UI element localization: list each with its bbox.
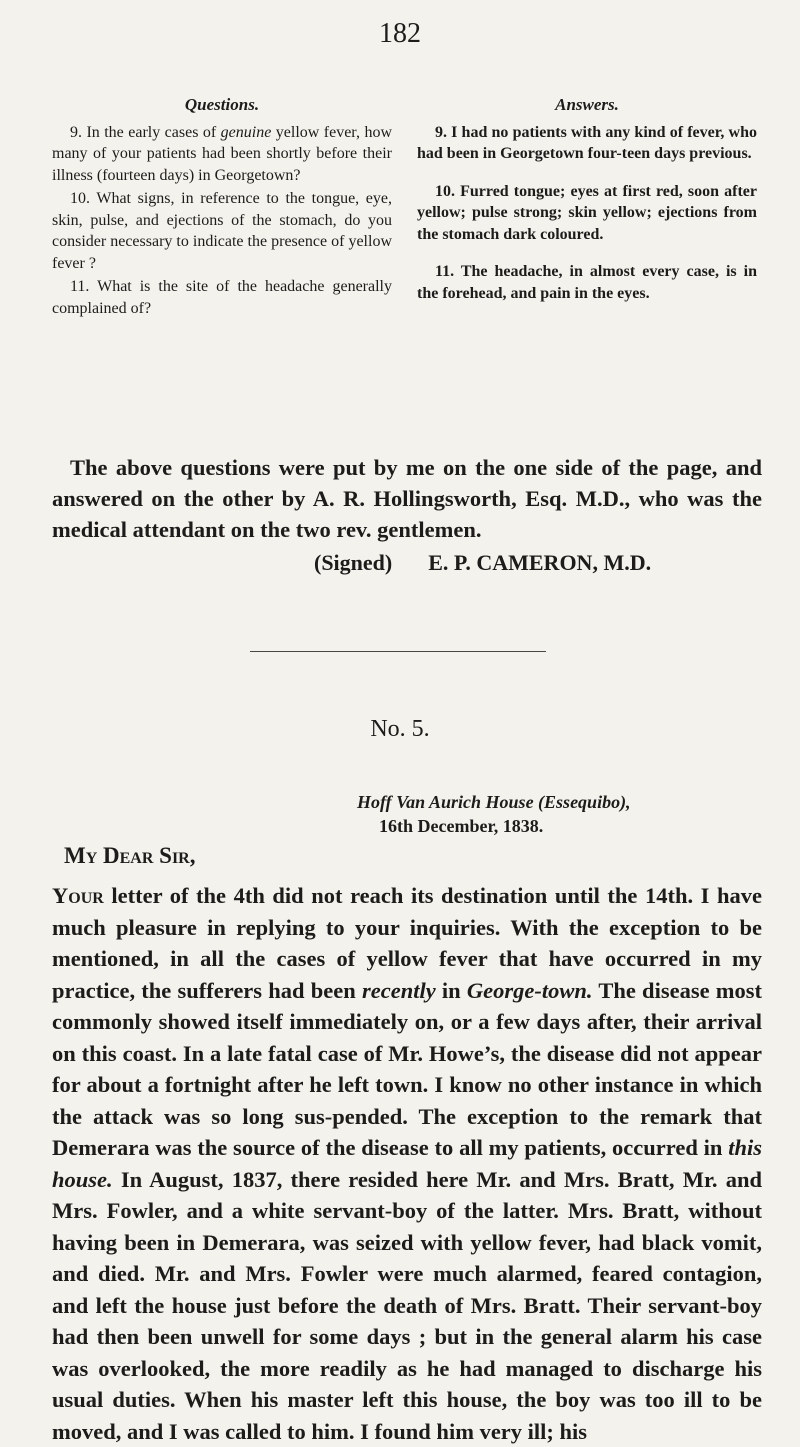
questions-column — [52, 94, 392, 321]
letter-emphasis-1: recently — [361, 977, 436, 1003]
question-10: 10. What signs, in reference to the tongue, eye, skin, pulse, and ejections of the stomach, do you consider necessary to indicate the presence of yellow fever ? — [52, 190, 392, 272]
questions-heading: Questions. — [184, 95, 260, 114]
signed-label: (Signed) — [314, 550, 393, 575]
signature-line — [52, 547, 762, 578]
address-line — [357, 790, 777, 814]
letter-text-3: The disease most commonly showed itself immediately on, or a few days after, their arrival on this coast. In a late fatal case of Mr. Howe’s, the disease did not appear for about a fortnight after he left town. I know no other instance in which the attack was so long sus-pended. The exception to the remark that Demerara was the source of the disease to all my patients, occurred in — [52, 977, 763, 1160]
letter-emphasis-3: this house. — [52, 1135, 762, 1192]
summary-paragraph: The above questions were put by me on the one side of the page, and answered on the other by A. R. Hollingsworth, Esq. M.D., who was the medical attendant on the two rev. gentlemen. — [52, 455, 762, 542]
address-place: Van Aurich House (Essequibo), — [391, 792, 631, 812]
letter-text-4: In August, 1837, there resided here Mr. and Mrs. Bratt, Mr. and Mrs. Fowler, and a white servant-boy of the latter. Mrs. Bratt, without having been in Demerara, was seized with yellow fever, had black vomit, and died. Mr. and Mrs. Fowler were much alarmed, feared contagion, and left the house just before the death of Mrs. Bratt. Their servant-boy had then been unwell for some days ; but in the general alarm his case was overlooked, the more readily as he had managed to discharge his usual duties. When his master left this house, the boy was too ill to be moved, and I was called to him. I found him very ill; his — [52, 1166, 762, 1444]
answer-10: 10. Furred tongue; eyes at first red, soon after yellow; pulse strong; skin yellow; ejections from the stomach dark coloured. — [417, 182, 757, 243]
signature-name: E. P. CAMERON, M.D. — [428, 550, 652, 575]
summary-section — [52, 452, 762, 578]
letter-number: No. 5. — [370, 716, 430, 742]
letter-emphasis-2: George-town. — [466, 977, 593, 1003]
letter-text-1: letter of the 4th did not reach its destination until the 14th. I have much pleasure in replying to your inquiries. With the exception to be mentioned, in all the cases of yellow fever that have occurred in my practice, the sufferers had been — [52, 883, 762, 1003]
answer-9: 9. I had no patients with any kind of fever, who had been in Georgetown four-teen days previous. — [417, 123, 757, 162]
letter-salutation: My Dear Sir, — [64, 843, 196, 868]
question-9 — [52, 122, 392, 187]
question-9-text: 9. In the early cases of — [70, 123, 221, 141]
letter-address — [357, 790, 777, 838]
answers-column — [417, 94, 757, 320]
answer-11: 11. The headache, in almost every case, is in the forehead, and pain in the eyes. — [417, 263, 757, 302]
letter-text-2: in — [435, 977, 467, 1003]
section-divider — [250, 651, 546, 652]
page-number: 182 — [379, 18, 421, 49]
letter-opening: Your — [52, 883, 104, 908]
question-11: 11. What is the site of the headache generally complained of? — [52, 278, 392, 317]
letter-date: 16th December, 1838. — [379, 816, 544, 836]
question-9-text-end: yellow fever, how many of your patients had been shortly before their illness (fourteen days) in Georgetown? — [52, 123, 392, 184]
letter-body — [52, 880, 762, 1447]
question-9-emphasis: genuine — [220, 123, 272, 141]
address-emphasis: Hoff — [357, 792, 392, 812]
answers-heading: Answers. — [555, 95, 619, 114]
